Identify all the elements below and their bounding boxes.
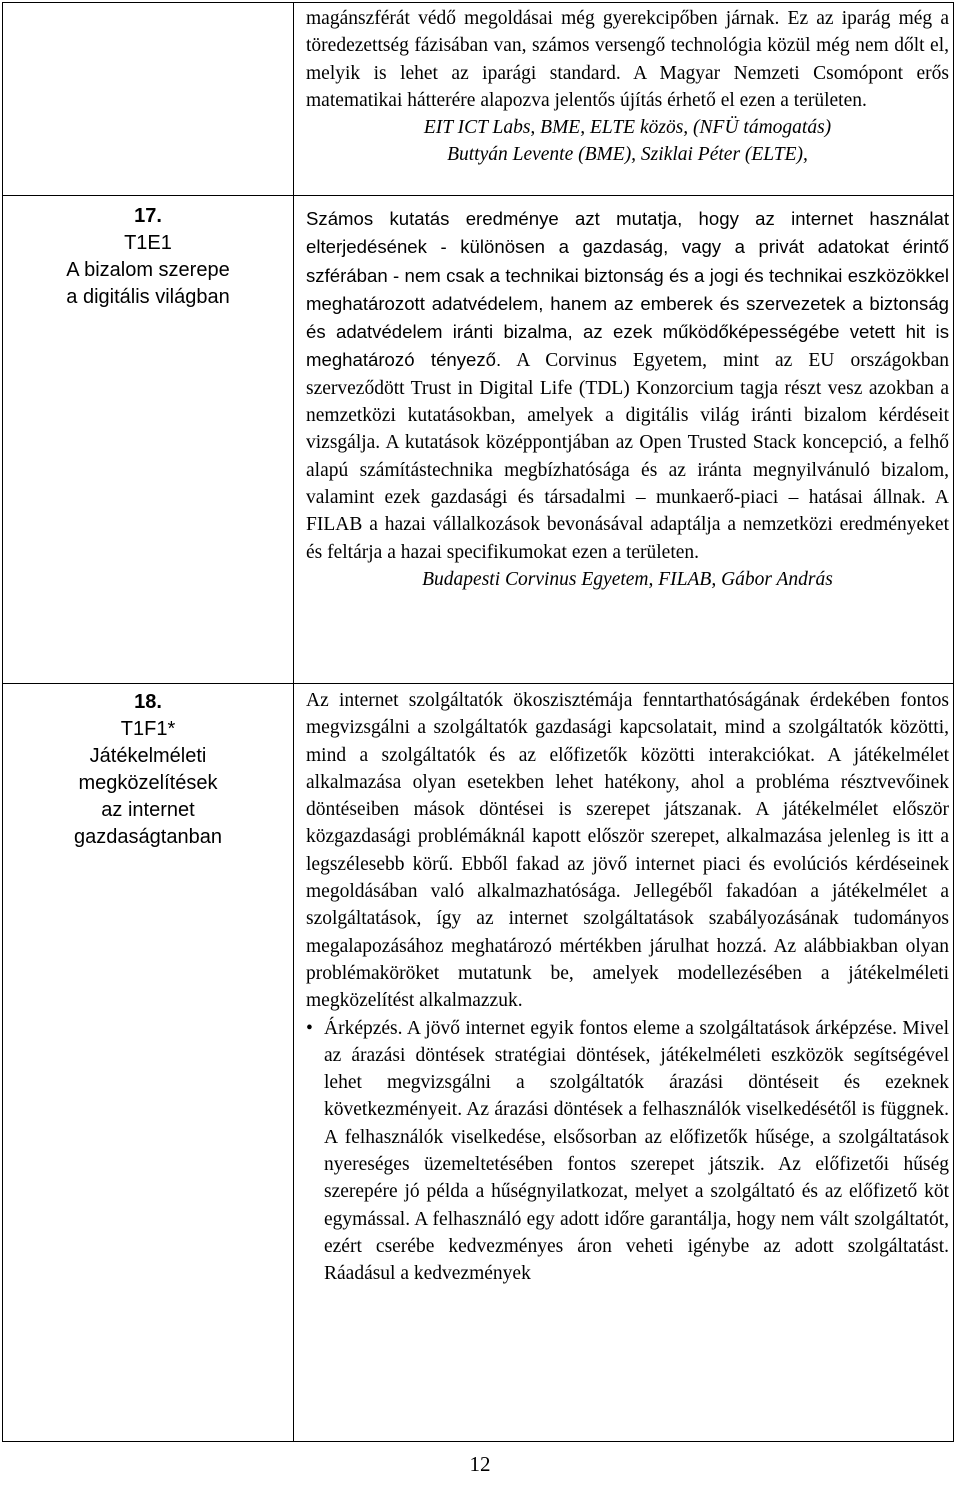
- row-18-bullet-list: [306, 1015, 949, 1288]
- page-number: 12: [469, 1452, 491, 1476]
- row-18-label: [3, 689, 293, 851]
- row-1-credit-1: EIT ICT Labs, BME, ELTE közös, (NFÜ támogatás): [423, 117, 832, 139]
- row-17-code: T1E1: [124, 232, 172, 254]
- list-item-text: Árképzés. A jövő internet egyik fontos eleme a szolgáltatások árképzése. Mivel az árazási döntések stratégiai döntések, játékelméleti eszközök segítségével lehet megvizsgálni a szolgáltatók árazási döntéseit és ezeknek következményeit. Az árazási döntések a felhasználók viselkedésétől is függnek. A felhasználók viselkedése, elsősorban az előfizetők hűsége, a szolgáltatások nyereséges üzemeltetésében fontos szerepet játszik. Az előfizetői hűség szerepére jó példa a hűségnyilatkozat, melyet a szolgáltató és az előfizető köt egymással. A felhasználó egy adott időre garantálja, hogy nem vált szolgáltatót, ezért cserébe kedvezményes áron veheti igénybe az adott szolgáltatást. Ráadásul a kedvezmények: [324, 1017, 949, 1285]
- row-17-text-serif: A Corvinus Egyetem, mint az EU országokban szerveződött Trust in Digital Life (TDL) Konzorcium tagja részt vesz azokban a nemzetközi kutatásokban, amelyek a digitális világ iránti bizalom kérdéseit vizsgálja. A kutatások középpontjában az Open Trusted Stack koncepció, a felhő alapú számítástechnika megbízhatósága és az iránta megnyilvánuló bizalom, valamint ezek gazdasági és társadalmi – munkaerő-piaci – hatásai állnak. A FILAB a hazai vállalkozások bevonásával adaptálja a nemzetközi eredményeket és feltárja a hazai specifikumokat ezen a területen.: [306, 350, 949, 563]
- row-17-paragraph: [306, 205, 949, 566]
- row-18-number: 18.: [134, 691, 162, 713]
- row-17-title-line-2: a digitális világban: [66, 286, 230, 308]
- row-18-code: T1F1*: [120, 718, 176, 740]
- row-17-text-sans: Számos kutatás eredménye azt mutatja, hogy az internet használat elterjedésének - különösen a gazdaság, vagy a privát adatokat érintő szférában - nem csak a technikai biztonság és a jogi és technikai eszközökkel meghatározott adatvédelem, hanem az emberek és szervezetek a biztonság és adatvédelem iránti bizalma, az ezek működőképességébe vetett hit is meghatározó tényező.: [306, 208, 949, 371]
- row-1-credit-2: Buttyán Levente (BME), Sziklai Péter (ELTE),: [447, 144, 808, 166]
- row-18-title-line-1: Játékelméleti: [89, 745, 207, 767]
- row-18-content: [306, 687, 949, 1288]
- content-table: [2, 2, 954, 1442]
- row-divider: [3, 195, 953, 196]
- row-18-title-line-2: megközelítések: [78, 772, 218, 794]
- row-1-content: [306, 5, 949, 169]
- column-divider: [293, 3, 294, 1441]
- row-1-paragraph: magánszférát védő megoldásai még gyerekcipőben járnak. Ez az iparág még a töredezettség fázisában van, számos versengő technológia közül még nem dőlt el, melyik is lehet az iparági standard. A Magyar Nemzeti Csomópont erős matematikai hátterére alapozva jelentős újítás érhető el ezen a területen.: [306, 8, 949, 111]
- row-divider: [3, 683, 953, 684]
- row-18-title-line-3: az internet: [101, 799, 195, 821]
- row-17-title-line-1: A bizalom szerepe: [66, 259, 230, 281]
- row-18-title-line-4: gazdaságtanban: [74, 826, 222, 848]
- bullet-icon: •: [306, 1017, 313, 1039]
- row-17-content: [306, 205, 949, 593]
- row-17-label: [3, 203, 293, 311]
- row-17-number: 17.: [134, 205, 162, 227]
- list-item: [306, 1015, 949, 1288]
- row-18-paragraph: Az internet szolgáltatók ökoszisztémája fenntarthatóságának érdekében fontos megvizsgálni a szolgáltatók gazdasági kapcsolatait, mind a szolgáltatók közötti, mind a szolgáltatók és az előfizetők közötti interakciókat. A játékelmélet alkalmazása olyan esetekben lehet hatékony, ahol a probléma résztvevőinek döntéseiben mások döntései is szerepet játszanak. A játékelmélet először közgazdasági problémáknál kapott először szerepet, alkalmazása jelenleg is itt a legszélesebb körű. Ebből fakad az jövő internet piaci és evolúciós kérdéseinek megoldásában való alkalmazhatósága. Jellegéből fakadóan a játékelmélet a szolgáltatások, így az internet szolgáltatások szabályozásának tudományos megalapozásához meghatározó mértékben járulhat hozzá. Az alábbiakban olyan problémaköröket mutatunk be, amelyek modellezésében a játékelméleti megközelítést alkalmazzuk.: [306, 690, 949, 1012]
- row-17-credit: Budapesti Corvinus Egyetem, FILAB, Gábor András: [422, 568, 833, 590]
